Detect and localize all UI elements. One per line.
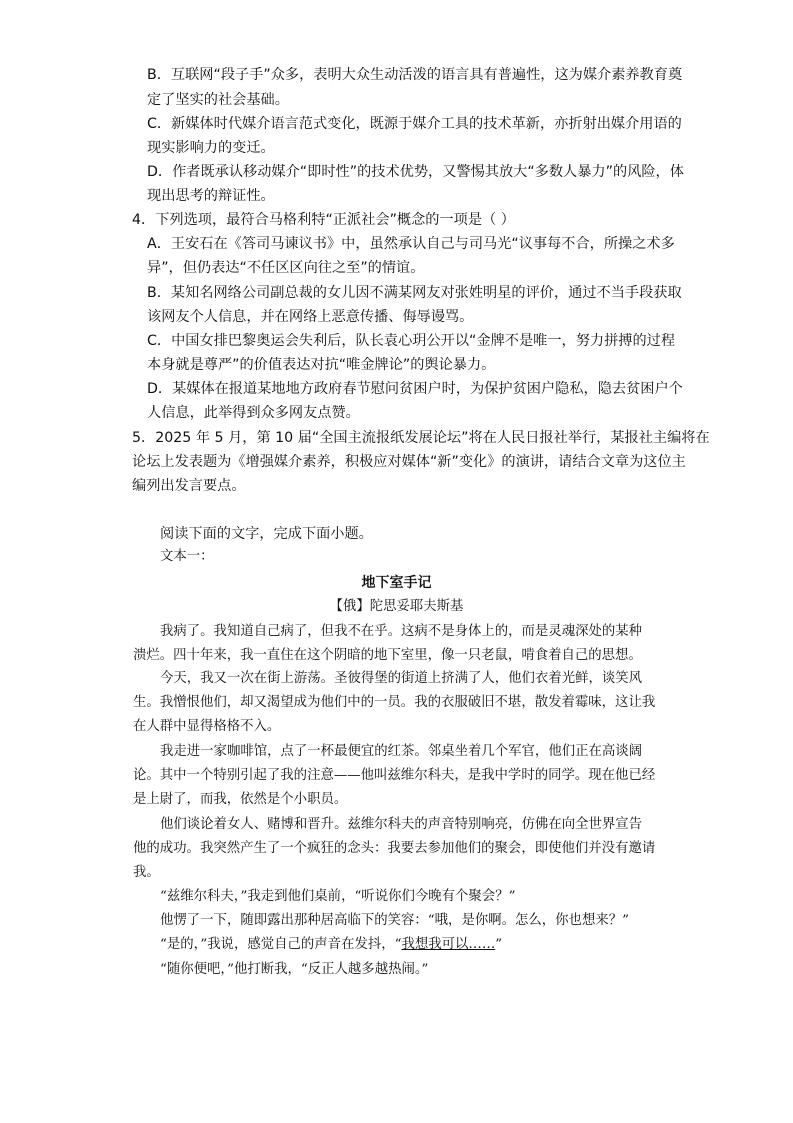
dialogue-3-pre: “是的，”我说，感觉自己的声音在发抖，“: [160, 937, 402, 952]
q4-option-c-line1: C．中国女排巴黎奥运会失利后，队长袁心玥公开以“金牌不是唯一，努力拼搏的过程: [147, 333, 676, 349]
paragraph-1-line2: 溃烂。四十年来，我一直住在这个阴暗的地下室里，像一只老鼠，啃食着自己的思想。: [133, 648, 642, 663]
paragraph-2-line3: 在人群中显得格格不入。: [133, 719, 281, 734]
q3-option-c-line2: 现实影响力的变迁。: [147, 140, 275, 156]
q4-option-b-line1: B．某知名网络公司副总裁的女儿因不满某网友对张姓明星的评价，通过不当手段获取: [147, 285, 682, 301]
dialogue-3: [160, 935, 502, 955]
paragraph-3-line3: 是上尉了，而我，依然是个小职员。: [133, 792, 348, 807]
q4-option-a-line1: A．王安石在《答司马谏议书》中，虽然承认自己与司马光“议事每不合，所操之术多: [147, 236, 675, 252]
paragraph-1-line1: 我病了。我知道自己病了，但我不在乎。这病不是身体上的，而是灵魂深处的某种: [160, 624, 643, 639]
paragraph-2-line2: 生。我憎恨他们，却又渴望成为他们中的一员。我的衣服破旧不堪，散发着霉味，这让我: [133, 695, 656, 710]
passage-author: 【俄】陀思妥耶夫斯基: [329, 599, 464, 614]
q4-option-c-line2: 本身就是尊严”的价值表达对抗“唯金牌论”的舆论暴力。: [147, 357, 496, 373]
dialogue-3-underlined: 我想我可以……: [401, 937, 496, 952]
paragraph-4-line1: 他们谈论着女人、赌博和晋升。兹维尔科夫的声音特别响亮，仿佛在向全世界宣告: [160, 817, 643, 832]
passage-title: 地下室手记: [361, 575, 432, 591]
q4-option-b-line2: 该网友个人信息，并在网络上恶意传播、侮辱谩骂。: [147, 309, 474, 325]
q5-line3: 编列出发言要点。: [132, 478, 246, 494]
reading-instruction: 阅读下面的文字，完成下面小题。: [160, 526, 373, 542]
q3-option-c-line1: C．新媒体时代媒介语言范式变化，既源于媒介工具的技术革新，亦折射出媒介用语的: [147, 116, 682, 132]
dialogue-1: “兹维尔科夫，”我走到他们桌前，“听说你们今晚有个聚会？”: [160, 889, 516, 904]
q4-option-d-line2: 人信息，此举得到众多网友点赞。: [147, 405, 360, 421]
q3-option-b-line2: 定了坚实的社会基础。: [147, 92, 289, 108]
q4-stem: 4．下列选项，最符合马格利特“正派社会”概念的一项是（ ）: [132, 212, 515, 228]
paragraph-2-line1: 今天，我又一次在街上游荡。圣彼得堡的街道上挤满了人，他们衣着光鲜，谈笑风: [160, 671, 643, 686]
q4-option-a-line2: 异”，但仍表达“不任区区向往之至”的情谊。: [147, 260, 425, 276]
q4-option-d-line1: D．某媒体在报道某地地方政府春节慰问贫困户时，为保护贫困户隐私，隐去贫困户个: [147, 381, 683, 397]
paragraph-4-line2: 他的成功。我突然产生了一个疯狂的念头：我要去参加他们的聚会，即使他们并没有邀请: [133, 841, 656, 856]
q5-line2: 论坛上发表题为《增强媒介素养，积极应对媒体“新”变化》的演讲，请结合文章为这位主: [132, 454, 686, 470]
text-label: 文本一：: [160, 549, 214, 564]
q3-option-b-line1: B．互联网“段子手”众多，表明大众生动活泼的语言具有普遍性，这为媒介素养教育奠: [147, 67, 683, 83]
paragraph-3-line1: 我走进一家咖啡馆，点了一杯最便宜的红茶。邻桌坐着几个军官，他们正在高谈阔: [160, 744, 643, 759]
q3-option-d-line2: 现出思考的辩证性。: [147, 188, 275, 204]
q3-option-d-line1: D．作者既承认移动媒介“即时性”的技术优势，又警惕其放大“多数人暴力”的风险，体: [147, 164, 684, 180]
paragraph-4-line3: 我。: [133, 865, 160, 880]
dialogue-3-post: ”: [495, 937, 503, 952]
dialogue-2: 他愣了一下，随即露出那种居高临下的笑容：“哦，是你啊。怎么，你也想来？”: [160, 913, 629, 928]
paragraph-3-line2: 论。其中一个特别引起了我的注意——他叫兹维尔科夫，是我中学时的同学。现在他已经: [133, 768, 656, 783]
q5-line1: 5．2025 年 5 月，第 10 届“全国主流报纸发展论坛”将在人民日报社举行，某报社主编将在: [132, 430, 710, 446]
dialogue-4: “随你便吧，”他打断我，“反正人越多越热闹。”: [160, 962, 429, 977]
